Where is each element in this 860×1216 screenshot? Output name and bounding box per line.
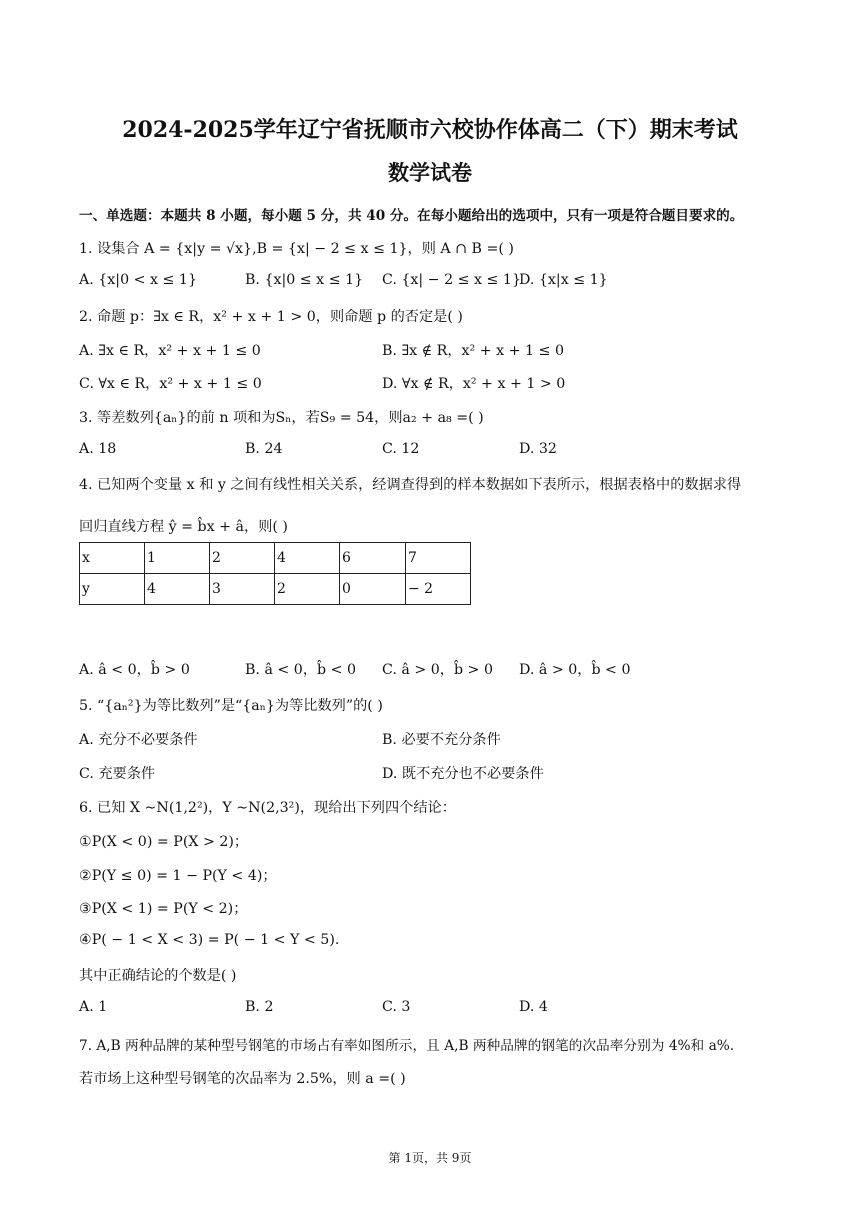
table-cell: y xyxy=(80,574,145,605)
table-cell: 1 xyxy=(145,543,210,574)
question-5-stem: 5. “{aₙ²}为等比数列”是“{aₙ}为等比数列”的( ) xyxy=(79,698,383,714)
question-6-option-d: D. 4 xyxy=(519,999,548,1015)
table-cell: x xyxy=(80,543,145,574)
question-5-option-b: B. 必要不充分条件 xyxy=(382,732,501,748)
question-4-option-c: C. â > 0，b̂ > 0 xyxy=(382,662,493,678)
table-cell: 6 xyxy=(340,543,406,574)
question-5-option-c: C. 充要条件 xyxy=(79,766,156,782)
question-3-option-d: D. 32 xyxy=(519,441,557,457)
question-2-option-c: C. ∀x ∈ R，x² + x + 1 ≤ 0 xyxy=(79,376,262,392)
question-6-conclusion-2: ②P(Y ≤ 0) = 1 − P(Y < 4)； xyxy=(79,868,277,884)
question-6-stem: 6. 已知 X ∼N(1,2²)，Y ∼N(2,3²)，现给出下列四个结论： xyxy=(79,800,456,816)
question-6-option-b: B. 2 xyxy=(245,999,274,1015)
table-cell: − 2 xyxy=(406,574,471,605)
section-heading: 一、单选题：本题共 8 小题，每小题 5 分，共 40 分。在每小题给出的选项中，只有一项是符合题目要求的。 xyxy=(79,208,744,224)
question-4-stem: 4. 已知两个变量 x 和 y 之间有线性相关关系，经调查得到的样本数据如下表所示，根据表格中的数据求得 xyxy=(79,477,742,493)
table-cell: 2 xyxy=(210,543,275,574)
question-2-option-a: A. ∃x ∈ R，x² + x + 1 ≤ 0 xyxy=(79,343,261,359)
question-3-option-a: A. 18 xyxy=(79,441,117,457)
question-5-option-d: D. 既不充分也不必要条件 xyxy=(382,766,544,782)
question-4-option-a: A. â < 0，b̂ > 0 xyxy=(79,662,190,678)
question-3-option-c: C. 12 xyxy=(382,441,420,457)
question-6-option-a: A. 1 xyxy=(79,999,108,1015)
question-4-option-d: D. â > 0，b̂ < 0 xyxy=(519,662,631,678)
question-1-option-d: D. {x|x ≤ 1} xyxy=(519,272,608,288)
table-row-y xyxy=(80,574,471,605)
table-cell: 2 xyxy=(275,574,340,605)
question-3-stem: 3. 等差数列{aₙ}的前 n 项和为Sₙ，若S₉ = 54，则a₂ + a₈ =( ) xyxy=(79,410,484,426)
table-cell: 7 xyxy=(406,543,471,574)
question-2-option-d: D. ∀x ∉ R，x² + x + 1 > 0 xyxy=(382,376,566,392)
question-2-option-b: B. ∃x ∉ R，x² + x + 1 ≤ 0 xyxy=(382,343,564,359)
table-cell: 3 xyxy=(210,574,275,605)
question-7-stem-cont: 若市场上这种型号钢笔的次品率为 2.5%，则 a =( ) xyxy=(79,1071,406,1087)
sample-data-table xyxy=(79,542,471,605)
exam-subtitle: 数学试卷 xyxy=(388,160,472,185)
question-1-option-b: B. {x|0 ≤ x ≤ 1} xyxy=(245,272,364,288)
question-5-option-a: A. 充分不必要条件 xyxy=(79,732,198,748)
question-2-stem: 2. 命题 p：∃x ∈ R，x² + x + 1 > 0，则命题 p 的否定是( ) xyxy=(79,309,463,325)
question-6-prompt: 其中正确结论的个数是( ) xyxy=(79,968,237,984)
table-cell: 0 xyxy=(340,574,406,605)
table-cell: 4 xyxy=(145,574,210,605)
question-1-stem: 1. 设集合 A = {x|y = √x},B = {x| − 2 ≤ x ≤ 1}，则 A ∩ B =( ) xyxy=(79,241,514,257)
exam-title: 2024-2025学年辽宁省抚顺市六校协作体高二（下）期末考试 xyxy=(122,117,738,143)
question-7-stem: 7. A,B 两种品牌的某种型号钢笔的市场占有率如图所示，且 A,B 两种品牌的钢笔的次品率分别为 4%和 a%. xyxy=(79,1038,735,1054)
question-6-conclusion-4: ④P( − 1 < X < 3) = P( − 1 < Y < 5). xyxy=(79,932,340,948)
question-6-conclusion-1: ①P(X < 0) = P(X > 2)； xyxy=(79,834,249,850)
table-cell: 4 xyxy=(275,543,340,574)
question-1-option-a: A. {x|0 < x ≤ 1} xyxy=(79,272,197,288)
question-4-stem-cont: 回归直线方程 ŷ = b̂x + â，则( ) xyxy=(79,519,288,535)
table-row-x xyxy=(80,543,471,574)
question-6-conclusion-3: ③P(X < 1) = P(Y < 2)； xyxy=(79,901,248,917)
page-footer: 第 1页，共 9页 xyxy=(388,1151,472,1165)
question-1-option-c: C. {x| − 2 ≤ x ≤ 1} xyxy=(382,272,521,288)
question-3-option-b: B. 24 xyxy=(245,441,283,457)
question-4-option-b: B. â < 0，b̂ < 0 xyxy=(245,662,357,678)
question-6-option-c: C. 3 xyxy=(382,999,411,1015)
